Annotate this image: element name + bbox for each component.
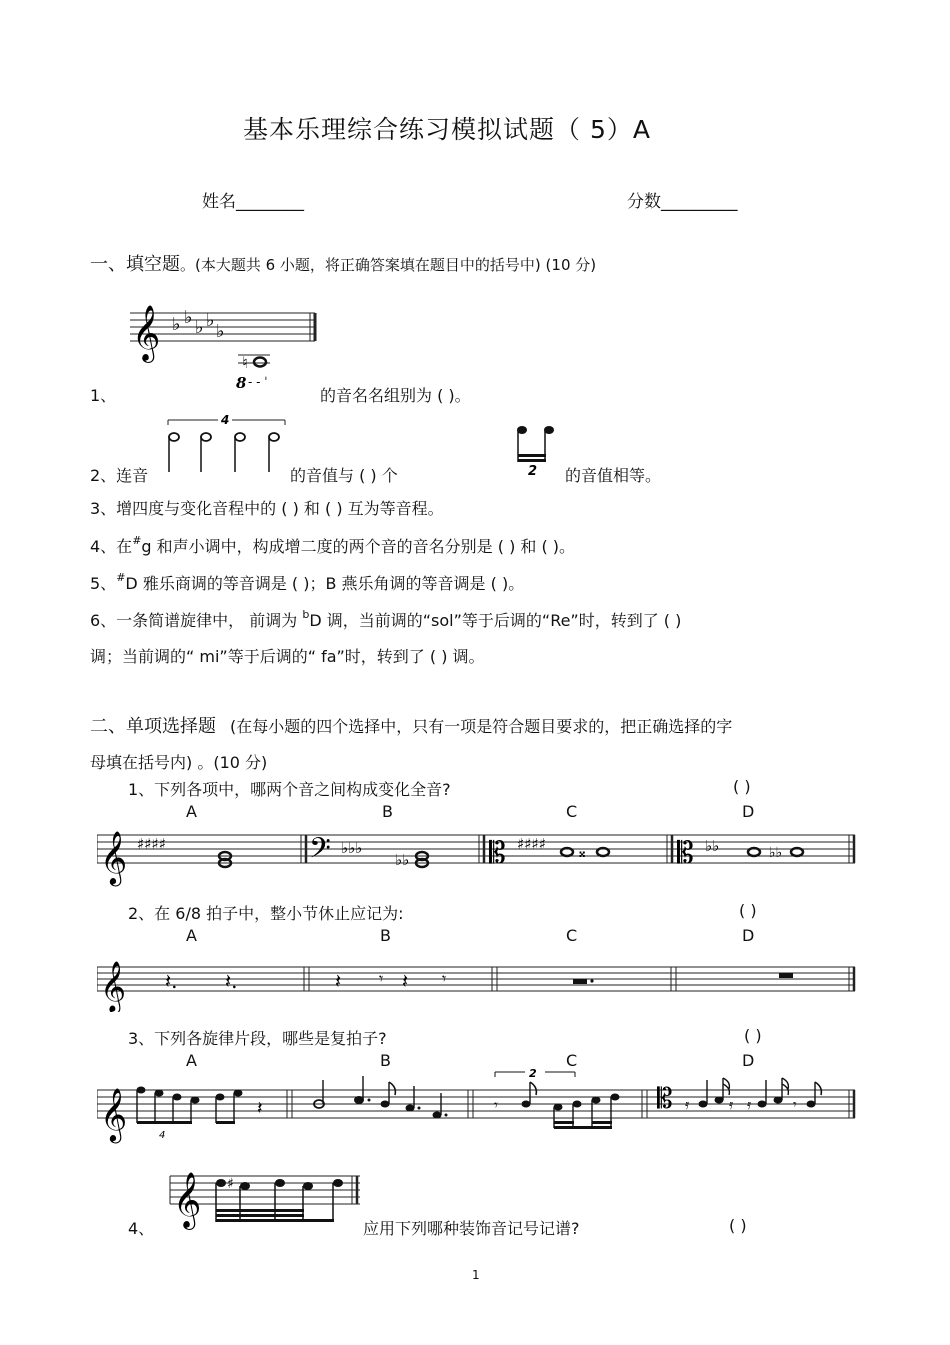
s2-q4-number: 4、 [128, 1219, 155, 1238]
q2-prefix: 2、连音 [90, 466, 149, 485]
name-blank: ________ [236, 192, 304, 212]
svg-text:♭♭: ♭♭ [705, 837, 720, 855]
q5-line [90, 571, 524, 594]
s2-q2-option-c: C [566, 926, 578, 945]
q6-line2: 调；当前调的“ mi”等于后调的“ fa”时，转到了 ( ) 调。 [90, 647, 485, 666]
svg-text:4: 4 [159, 1130, 166, 1141]
svg-text:𝄿: 𝄿 [747, 1097, 752, 1113]
svg-text:𝄢: 𝄢 [309, 832, 331, 872]
svg-text:𝄞: 𝄞 [100, 961, 127, 1012]
s2-q2-option-b: B [380, 926, 391, 945]
svg-text:𝄽: 𝄽 [257, 1098, 263, 1119]
svg-text:♭: ♭ [172, 314, 181, 335]
s2-q2-option-a: A [186, 926, 197, 945]
svg-text:𝄞: 𝄞 [173, 1172, 202, 1228]
svg-text:♭: ♭ [195, 317, 204, 338]
svg-text:♯♯♯♯: ♯♯♯♯ [517, 835, 547, 853]
s2-q3-text: 3、下列各旋律片段，哪些是复拍子? [128, 1029, 387, 1048]
section2-heading-line [90, 712, 732, 738]
q4-text-a: 4、在 [90, 537, 133, 556]
s2-q3-option-d: D [742, 1051, 755, 1070]
s2-q1-staff [97, 823, 857, 888]
q2-middle: 的音值与 ( ) 个 [290, 466, 398, 485]
s2-q3-staff [97, 1068, 857, 1148]
s2-q1-option-b: B [382, 802, 393, 821]
svg-text:♭♭♭: ♭♭♭ [341, 839, 363, 857]
svg-text:𝄾: 𝄾 [442, 969, 447, 988]
svg-text:𝄾: 𝄾 [793, 1097, 797, 1113]
score-field [627, 187, 738, 212]
svg-text:♭♭: ♭♭ [395, 851, 410, 869]
svg-text:♯: ♯ [227, 1176, 234, 1192]
section2-note2: 母填在括号内) 。(10 分) [90, 753, 268, 772]
q2-tuplet-notes [160, 410, 295, 475]
score-blank: _________ [661, 192, 738, 212]
q2-tuplet-number: 4 [221, 413, 230, 427]
s2-q4-answer-paren: ( ) [729, 1216, 747, 1235]
s2-q3-tuplet-number: 2 [529, 1068, 537, 1080]
svg-text:𝄿: 𝄿 [685, 1097, 690, 1113]
q2-sub-number: 2 [528, 464, 538, 477]
s2-q3-option-b: B [380, 1051, 391, 1070]
section1-heading: 一、填空题 [90, 254, 180, 275]
svg-text:𝄽.: 𝄽. [165, 969, 178, 993]
q6-line [90, 608, 681, 631]
q1-staff-notation [120, 293, 320, 393]
svg-text:𝄽: 𝄽 [402, 969, 409, 993]
s2-q3-answer-paren: ( ) [744, 1026, 762, 1045]
q4-line [90, 534, 575, 557]
s2-q1-answer-paren: ( ) [733, 777, 751, 796]
svg-text:𝄾: 𝄾 [379, 969, 384, 988]
svg-text:♯♯♯♯: ♯♯♯♯ [137, 835, 167, 853]
q2-sixteenth-notes [512, 422, 562, 477]
s2-q1-option-d: D [742, 802, 755, 821]
svg-text:𝄿: 𝄿 [729, 1097, 734, 1113]
q5-text-b: D 雅乐商调的等音调是 ( )；B 燕乐角调的等音调是 ( )。 [125, 574, 525, 593]
q1-text: 的音名名组别为 ( )。 [320, 386, 471, 405]
svg-text:𝄞: 𝄞 [100, 830, 128, 884]
s2-q3-option-c: C [566, 1051, 578, 1070]
s2-q3-option-a: A [186, 1051, 197, 1070]
q5-text-a: 5、 [90, 574, 117, 593]
page-title: 基本乐理综合练习模拟试题（ 5）A [243, 115, 651, 144]
svg-text:𝄡: 𝄡 [489, 836, 506, 871]
q4-sharp: # [132, 534, 142, 547]
s2-q2-staff [97, 947, 857, 1012]
svg-text:♭: ♭ [206, 310, 215, 331]
name-label: 姓名 [202, 192, 236, 212]
svg-text:𝄪: 𝄪 [579, 845, 586, 861]
s2-q1-option-c: C [566, 802, 578, 821]
svg-text:- - ˈ: - - ˈ [248, 375, 268, 389]
s2-q2-option-d: D [742, 926, 755, 945]
q6-flat: b [302, 608, 310, 621]
svg-text:8: 8 [236, 374, 247, 392]
section1-heading-line [90, 250, 596, 276]
s2-q4-text: 应用下列哪种装饰音记号记谱? [363, 1219, 580, 1238]
section2-note: (在每小题的四个选择中，只有一项是符合题目要求的，把正确选择的字 [230, 717, 733, 736]
svg-text:𝄾: 𝄾 [494, 1096, 498, 1114]
svg-text:♭: ♭ [216, 321, 225, 342]
svg-text:𝄽.: 𝄽. [225, 969, 238, 993]
svg-text:𝄡: 𝄡 [677, 836, 694, 871]
svg-text:𝄞: 𝄞 [132, 305, 161, 361]
svg-text:♭♭: ♭♭ [769, 845, 783, 861]
name-field [202, 187, 304, 212]
section1-note: 。(本大题共 6 小题，将正确答案填在题目中的括号中) (10 分) [180, 256, 597, 274]
q6-text-a: 6、一条简谱旋律中， 前调为 [90, 611, 303, 630]
q3-text: 3、增四度与变化音程中的 ( ) 和 ( ) 互为等音程。 [90, 499, 444, 518]
svg-text:𝄞: 𝄞 [100, 1087, 128, 1141]
svg-text:♮: ♮ [242, 353, 248, 372]
s2-q1-text: 1、下列各项中，哪两个音之间构成变化全音? [128, 780, 451, 799]
q5-sharp: # [116, 571, 126, 584]
q2-suffix: 的音值相等。 [565, 466, 662, 485]
section2-heading: 二、单项选择题 [90, 716, 216, 737]
q4-text-b: g 和声小调中，构成增二度的两个音的音名分别是 ( ) 和 ( )。 [141, 537, 576, 556]
q6-text-b: D 调，当前调的“sol”等于后调的“Re”时，转到了 ( ) [309, 611, 682, 630]
q1-number: 1、 [90, 386, 117, 405]
score-label: 分数 [627, 192, 661, 212]
s2-q4-staff [165, 1160, 365, 1240]
svg-text:𝄡: 𝄡 [657, 1082, 673, 1115]
svg-text:𝄽: 𝄽 [335, 969, 342, 993]
page-number: 1 [472, 1268, 480, 1282]
s2-q2-text: 2、在 6/8 拍子中，整小节休止应记为: [128, 904, 404, 923]
s2-q1-option-a: A [186, 802, 197, 821]
s2-q2-answer-paren: ( ) [739, 901, 757, 920]
svg-text:♭: ♭ [184, 307, 193, 328]
